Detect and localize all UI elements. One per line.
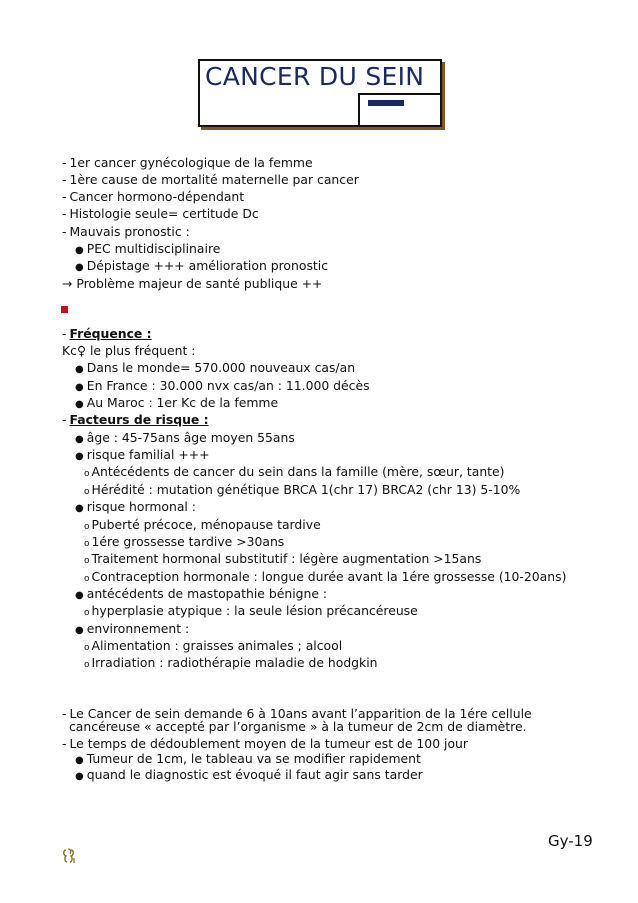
intro-line: - 1er cancer gynécologique de la femme bbox=[62, 155, 313, 170]
kc-line: Kc♀ le plus fréquent : bbox=[62, 343, 196, 358]
title-accent-bar bbox=[368, 100, 404, 106]
list-item: ● Dans le monde= 570.000 nouveaux cas/an bbox=[75, 360, 356, 375]
intro-line: - Cancer hormono-dépendant bbox=[62, 189, 245, 204]
title-inner-frame bbox=[358, 93, 442, 127]
sub-item: o Puberté précoce, ménopause tardive bbox=[84, 517, 321, 532]
page-footer-label: Gy-19 bbox=[548, 832, 593, 850]
closing-line: cancéreuse « accepté par l’organisme » à la tumeur de 2cm de diamètre. bbox=[69, 719, 527, 734]
intro-line: - Histologie seule= certitude Dc bbox=[62, 206, 259, 221]
list-item: ● âge : 45-75ans âge moyen 55ans bbox=[75, 430, 295, 445]
sub-item: o Traitement hormonal substitutif : légère augmentation >15ans bbox=[84, 551, 482, 566]
list-item: ● environnement : bbox=[75, 621, 190, 636]
closing-line: - Le temps de dédoublement moyen de la tumeur est de 100 jour bbox=[62, 736, 468, 751]
sub-item: o Antécédents de cancer du sein dans la famille (mère, sœur, tante) bbox=[84, 464, 505, 479]
list-item: ● Au Maroc : 1er Kc de la femme bbox=[75, 395, 279, 410]
frequence-heading: - Fréquence : bbox=[62, 326, 152, 341]
list-item: ● risque familial +++ bbox=[75, 447, 210, 462]
sub-item: o Alimentation : graisses animales ; alcool bbox=[84, 638, 343, 653]
sub-item: o Contraception hormonale : longue durée avant la 1ére grossesse (10-20ans) bbox=[84, 569, 567, 584]
red-square-icon bbox=[61, 306, 68, 313]
intro-line: - Mauvais pronostic : bbox=[62, 224, 190, 239]
sub-item: o hyperplasie atypique : la seule lésion précancéreuse bbox=[84, 603, 418, 618]
intro-line: - 1ère cause de mortalité maternelle par cancer bbox=[62, 172, 359, 187]
list-item: ● quand le diagnostic est évoqué il faut agir sans tarder bbox=[75, 767, 423, 782]
closing-line: - Le Cancer de sein demande 6 à 10ans avant l’apparition de la 1ére cellule bbox=[62, 706, 532, 721]
sub-item: o Irradiation : radiothérapie maladie de hodgkin bbox=[84, 655, 378, 670]
facteurs-heading: - Facteurs de risque : bbox=[62, 412, 209, 427]
list-item: ● Dépistage +++ amélioration pronostic bbox=[75, 258, 329, 273]
list-item: ● antécédents de mastopathie bénigne : bbox=[75, 586, 328, 601]
sub-item: o 1ére grossesse tardive >30ans bbox=[84, 534, 285, 549]
arrow-line: → Problème majeur de santé publique ++ bbox=[62, 276, 323, 291]
list-item: ● Tumeur de 1cm, le tableau va se modifier rapidement bbox=[75, 751, 421, 766]
list-item: ● En France : 30.000 nvx cas/an : 11.000 décès bbox=[75, 378, 370, 393]
ribbon-logo-icon bbox=[62, 848, 80, 867]
list-item: ● risque hormonal : bbox=[75, 499, 196, 514]
list-item: ● PEC multidisciplinaire bbox=[75, 241, 221, 256]
page-title: CANCER DU SEIN bbox=[205, 62, 425, 91]
sub-item: o Hérédité : mutation génétique BRCA 1(chr 17) BRCA2 (chr 13) 5-10% bbox=[84, 482, 521, 497]
